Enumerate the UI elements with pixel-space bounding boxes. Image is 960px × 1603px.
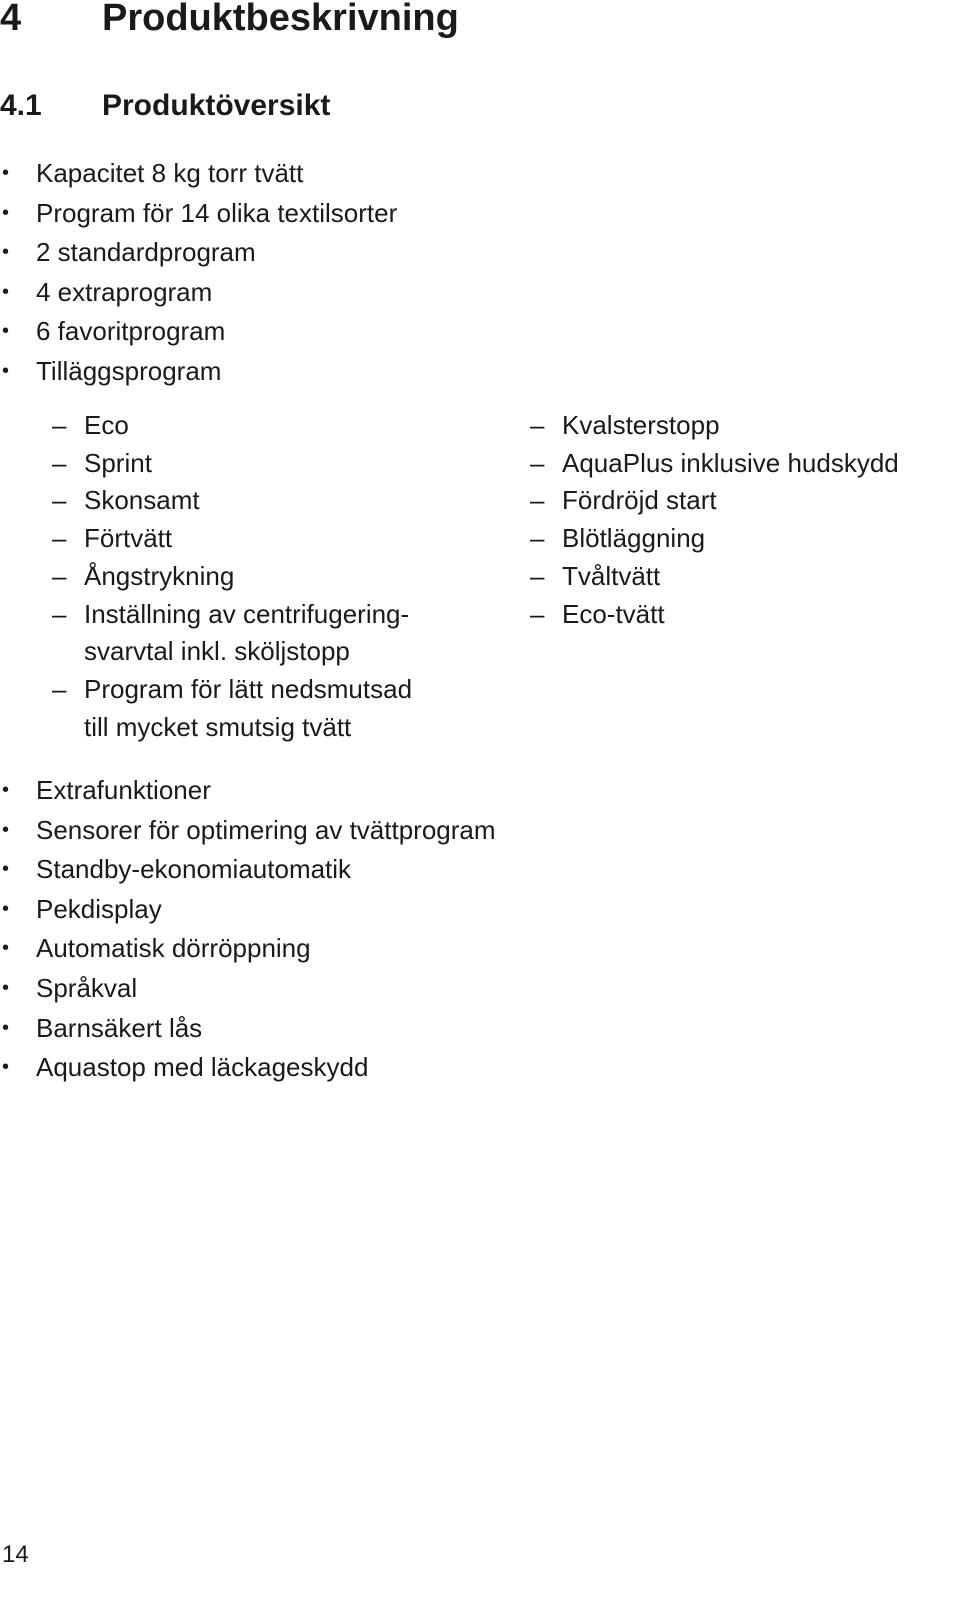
chapter-title: Produktbeskrivning xyxy=(102,0,459,39)
section-heading xyxy=(0,86,330,126)
feature-list-top xyxy=(0,154,397,392)
list-item: – Sprint xyxy=(52,445,412,483)
dash-icon: – xyxy=(52,485,67,516)
list-item: • Automatisk dörröppning xyxy=(0,929,496,969)
section-number: 4.1 xyxy=(0,89,42,122)
list-item: • Standby-ekonomiautomatik xyxy=(0,850,496,890)
bullet-icon: • xyxy=(2,937,10,960)
dash-icon: – xyxy=(530,560,545,591)
bullet-icon: • xyxy=(2,320,10,343)
list-item: – Skonsamt xyxy=(52,482,412,520)
bullet-icon: • xyxy=(2,976,10,999)
list-item: – Eco xyxy=(52,407,412,445)
list-item: • 4 extraprogram xyxy=(0,273,397,313)
list-item: – Ångstrykning xyxy=(52,558,412,596)
page-number: 14 xyxy=(2,1541,29,1568)
bullet-icon: • xyxy=(2,858,10,881)
chapter-number: 4 xyxy=(0,0,22,39)
bullet-icon: • xyxy=(2,897,10,920)
list-item: • Språkval xyxy=(0,969,496,1009)
bullet-icon: • xyxy=(2,1016,10,1039)
list-item: – Eco-tvätt xyxy=(530,596,899,634)
dash-icon: – xyxy=(52,673,67,704)
list-item: • Aquastop med läckageskydd xyxy=(0,1048,496,1088)
list-item: – Förtvätt xyxy=(52,520,412,558)
dash-icon: – xyxy=(52,410,67,440)
dash-icon: – xyxy=(530,485,545,516)
dash-icon: – xyxy=(52,523,67,554)
list-item: – Program för lätt nedsmutsad till mycket smutsig tvätt xyxy=(52,671,412,746)
dash-icon: – xyxy=(530,598,545,629)
dash-icon: – xyxy=(52,598,67,629)
bullet-icon: • xyxy=(2,162,10,184)
list-item: • Tilläggsprogram xyxy=(0,352,397,392)
dash-icon: – xyxy=(52,447,67,478)
list-item: – Blötläggning xyxy=(530,520,899,558)
dash-icon: – xyxy=(530,447,545,478)
dash-icon: – xyxy=(530,410,545,440)
bullet-icon: • xyxy=(2,779,10,801)
section-title: Produktöversikt xyxy=(102,89,331,122)
list-item: • Program för 14 olika textilsorter xyxy=(0,194,397,234)
list-item: • Sensorer för optimering av tvättprogram xyxy=(0,811,496,851)
bullet-icon: • xyxy=(2,818,10,841)
bullet-icon: • xyxy=(2,201,10,224)
list-item: – Tvåltvätt xyxy=(530,558,899,596)
list-item: • Extrafunktioner xyxy=(0,771,496,811)
bullet-icon: • xyxy=(2,1056,10,1079)
list-item: – Kvalsterstopp xyxy=(530,407,899,445)
list-item: • 2 standardprogram xyxy=(0,233,397,273)
dash-icon: – xyxy=(530,523,545,554)
list-item: • Barnsäkert lås xyxy=(0,1009,496,1049)
bullet-icon: • xyxy=(2,280,10,303)
list-item: • 6 favoritprogram xyxy=(0,312,397,352)
bullet-icon: • xyxy=(2,359,10,382)
feature-list-bottom xyxy=(0,771,496,1088)
dash-icon: – xyxy=(52,560,67,591)
list-item: – Fördröjd start xyxy=(530,482,899,520)
additional-programs-right xyxy=(530,407,899,633)
list-item: – AquaPlus inklusive hudskydd xyxy=(530,445,899,483)
list-item: • Kapacitet 8 kg torr tvätt xyxy=(0,154,397,194)
chapter-heading xyxy=(0,0,459,42)
list-item: • Pekdisplay xyxy=(0,890,496,930)
additional-programs-left xyxy=(52,407,412,746)
bullet-icon: • xyxy=(2,241,10,264)
list-item: – Inställning av centrifugering- svarvtal inkl. sköljstopp xyxy=(52,596,412,671)
